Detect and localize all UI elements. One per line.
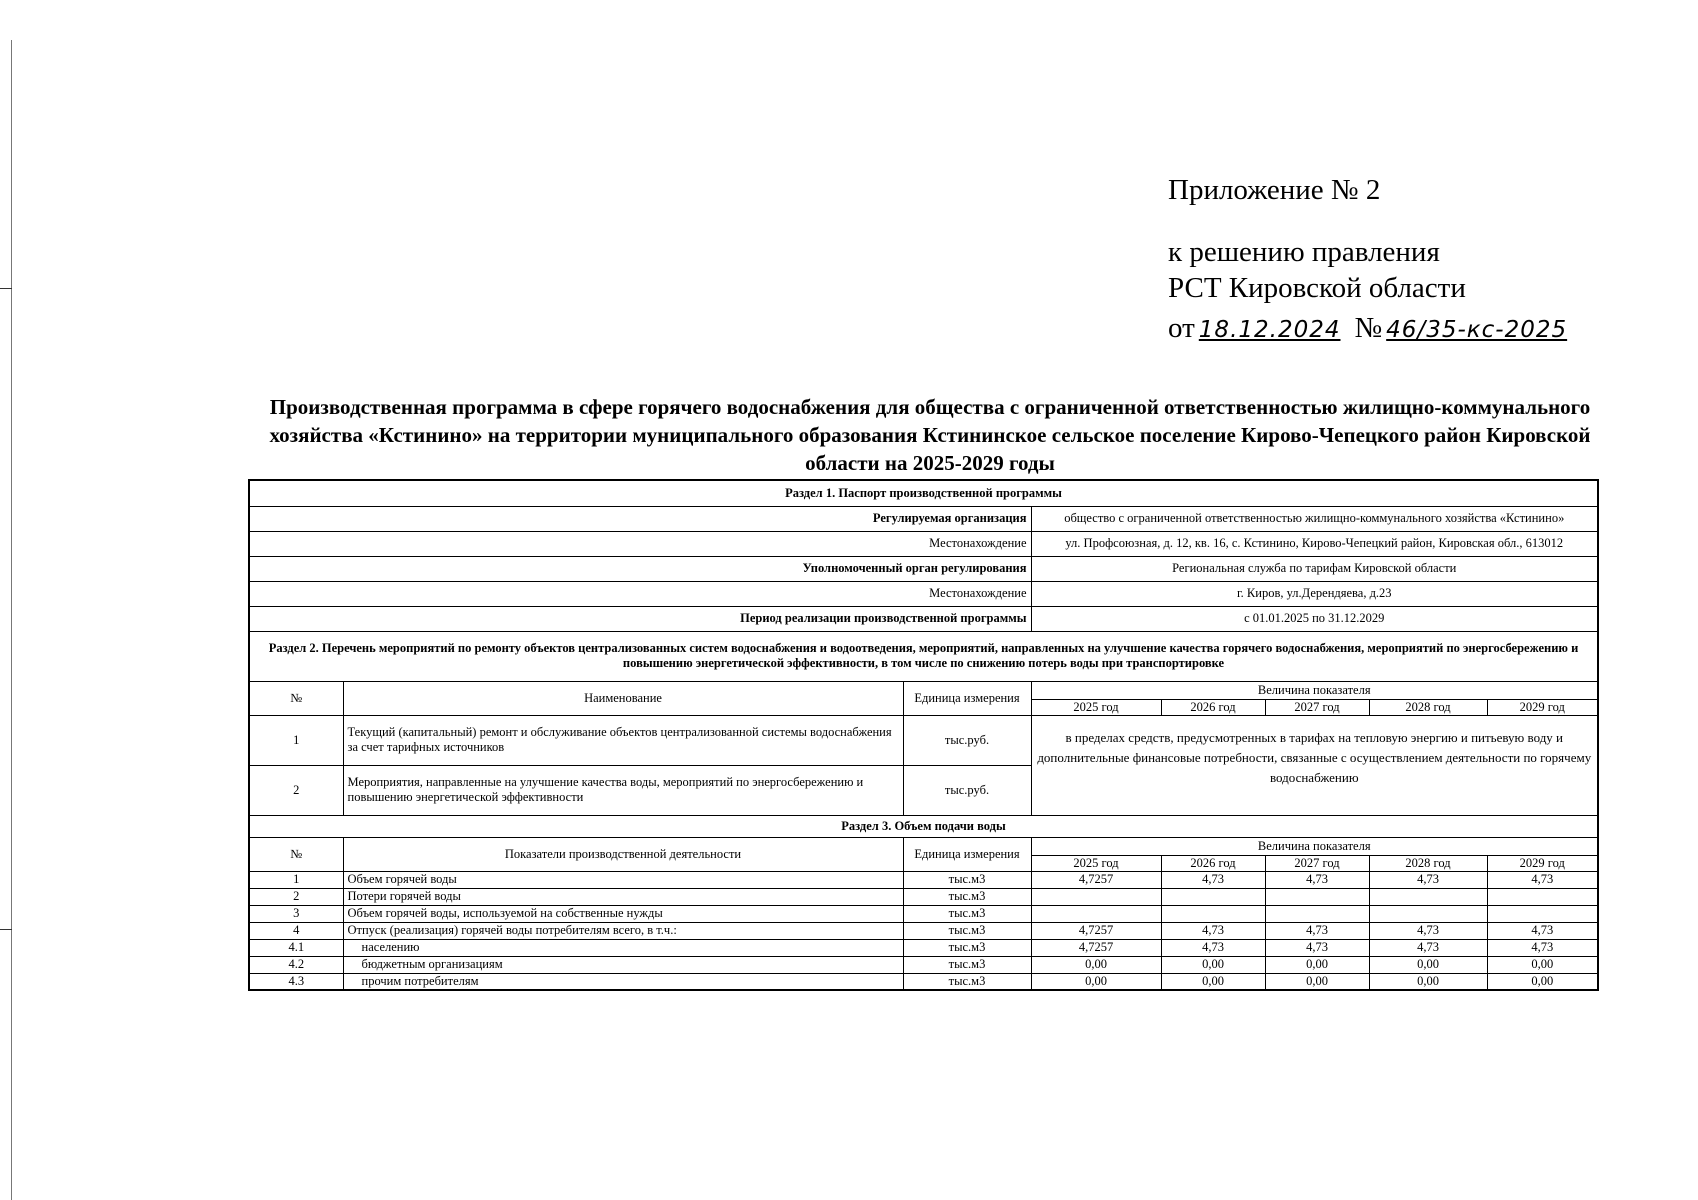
row-value [1487,888,1598,905]
row-value [1161,905,1265,922]
row-name: Потери горячей воды [343,888,903,905]
row-unit: тыс.м3 [903,871,1031,888]
passport-row [249,506,1598,531]
row-value [1265,888,1369,905]
passport-value: ул. Профсоюзная, д. 12, кв. 16, с. Кстинино, Кирово-Чепецкий район, Кировская обл., 613012 [1031,531,1598,556]
passport-label: Регулируемая организация [249,506,1031,531]
row-name: населению [343,939,903,956]
passport-value: с 01.01.2025 по 31.12.2029 [1031,606,1598,631]
col-value-header: Величина показателя [1031,681,1598,699]
row-value: 4,73 [1487,871,1598,888]
col-value-header: Величина показателя [1031,837,1598,855]
row-value: 4,73 [1265,922,1369,939]
row-num: 1 [249,715,343,765]
row-name: Текущий (капитальный) ремонт и обслуживание объектов централизованной системы водоснабжения за счет тарифных источников [343,715,903,765]
year-header: 2028 год [1369,855,1487,871]
row-num: 1 [249,871,343,888]
measure-row [249,715,1598,765]
appendix-line1: к решению правления [1168,236,1440,268]
row-value: 4,73 [1161,939,1265,956]
row-value: 0,00 [1161,956,1265,973]
row-unit: тыс.м3 [903,905,1031,922]
row-value: 4,73 [1369,922,1487,939]
passport-label: Местонахождение [249,581,1031,606]
year-header: 2029 год [1487,855,1598,871]
passport-row [249,581,1598,606]
row-unit: тыс.руб. [903,765,1031,815]
year-header: 2026 год [1161,855,1265,871]
row-num: 3 [249,905,343,922]
year-header: 2027 год [1265,699,1369,715]
row-value [1161,888,1265,905]
col-num-header: № [249,837,343,871]
year-header: 2026 год [1161,699,1265,715]
passport-row [249,556,1598,581]
col-num-header: № [249,681,343,715]
appendix-block [1168,172,1567,348]
row-value: 4,73 [1265,939,1369,956]
passport-value: г. Киров, ул.Дерендяева, д.23 [1031,581,1598,606]
row-unit: тыс.м3 [903,956,1031,973]
row-value [1369,905,1487,922]
row-name: Объем горячей воды, используемой на собственные нужды [343,905,903,922]
passport-value: Региональная служба по тарифам Кировской области [1031,556,1598,581]
volume-row [249,871,1598,888]
volume-row [249,922,1598,939]
row-name: Мероприятия, направленные на улучшение качества воды, мероприятий по энергосбережению и повышению энергетической эффективности [343,765,903,815]
row-value: 0,00 [1265,973,1369,990]
row-value [1031,888,1161,905]
row-unit: тыс.м3 [903,922,1031,939]
passport-label: Местонахождение [249,531,1031,556]
handwritten-date: 18.12.2024 [1198,317,1341,343]
section3-heading: Раздел 3. Объем подачи воды [249,815,1598,837]
volume-row [249,939,1598,956]
row-value: 4,73 [1161,871,1265,888]
date-prefix: от [1168,312,1195,344]
row-value: 4,73 [1265,871,1369,888]
row-value: 0,00 [1031,956,1161,973]
appendix-line2: РСТ Кировской области [1168,272,1466,304]
col-name-header: Наименование [343,681,903,715]
row-name: бюджетным организациям [343,956,903,973]
row-value [1487,905,1598,922]
program-title: Производственная программа в сфере горячего водоснабжения для общества с ограниченной ответственностью жилищно-коммунального хозяйства «Кстинино» на территории муниципального образования Кстининское сельское поселение Кирово-Чепецкого район Кировской области на 2025-2029 годы [269,395,1591,475]
row-name: Объем горячей воды [343,871,903,888]
year-header: 2025 год [1031,855,1161,871]
row-value: 0,00 [1031,973,1161,990]
page-edge-tick [0,288,12,289]
row-num: 2 [249,888,343,905]
volume-row [249,956,1598,973]
row-value [1031,905,1161,922]
page-edge-line [11,40,12,1200]
row-value: 4,73 [1487,922,1598,939]
passport-row [249,531,1598,556]
passport-label: Период реализации производственной программы [249,606,1031,631]
number-prefix: № [1354,312,1383,344]
appendix-date-line [1168,310,1567,348]
col-unit-header: Единица измерения [903,837,1031,871]
volume-row [249,973,1598,990]
row-value: 4,73 [1369,871,1487,888]
year-header: 2027 год [1265,855,1369,871]
row-value: 4,73 [1487,939,1598,956]
row-value: 0,00 [1369,973,1487,990]
section2-heading: Раздел 2. Перечень мероприятий по ремонту объектов централизованных систем водоснабжения и водоотведения, мероприятий, направленных на улучшение качества горячего водоснабжения, мероприятий по энергосбережению и повышению энергетической эффективности, в том числе по снижению потерь воды при транспортировке [249,631,1598,681]
row-value [1265,905,1369,922]
row-name: прочим потребителям [343,973,903,990]
passport-value: общество с ограниченной ответственностью жилищно-коммунального хозяйства «Кстинино» [1031,506,1598,531]
row-num: 4.1 [249,939,343,956]
col-unit-header: Единица измерения [903,681,1031,715]
row-unit: тыс.м3 [903,888,1031,905]
row-value: 0,00 [1161,973,1265,990]
row-value: 4,7257 [1031,922,1161,939]
volume-row [249,888,1598,905]
year-header: 2025 год [1031,699,1161,715]
col-name-header: Показатели производственной деятельности [343,837,903,871]
row-value: 0,00 [1487,973,1598,990]
row-value: 0,00 [1487,956,1598,973]
volume-row [249,905,1598,922]
row-unit: тыс.м3 [903,973,1031,990]
row-unit: тыс.м3 [903,939,1031,956]
row-name: Отпуск (реализация) горячей воды потребителям всего, в т.ч.: [343,922,903,939]
merged-note: в пределах средств, предусмотренных в тарифах на тепловую энергию и питьевую воду и дополнительные финансовые потребности, связанные с осуществлением деятельности по горячему водоснабжению [1031,715,1598,815]
year-header: 2028 год [1369,699,1487,715]
passport-row [249,606,1598,631]
row-value: 4,73 [1369,939,1487,956]
passport-label: Уполномоченный орган регулирования [249,556,1031,581]
row-value [1369,888,1487,905]
row-value: 0,00 [1369,956,1487,973]
row-unit: тыс.руб. [903,715,1031,765]
section1-heading: Раздел 1. Паспорт производственной программы [249,480,1598,506]
handwritten-number: 46/35-кс-2025 [1386,317,1568,343]
row-value: 0,00 [1265,956,1369,973]
row-num: 4.2 [249,956,343,973]
row-num: 4 [249,922,343,939]
program-table [248,479,1599,991]
row-num: 4.3 [249,973,343,990]
page-edge-tick [0,929,12,930]
year-header: 2029 год [1487,699,1598,715]
row-num: 2 [249,765,343,815]
row-value: 4,7257 [1031,939,1161,956]
appendix-title: Приложение № 2 [1168,174,1381,206]
row-value: 4,73 [1161,922,1265,939]
row-value: 4,7257 [1031,871,1161,888]
